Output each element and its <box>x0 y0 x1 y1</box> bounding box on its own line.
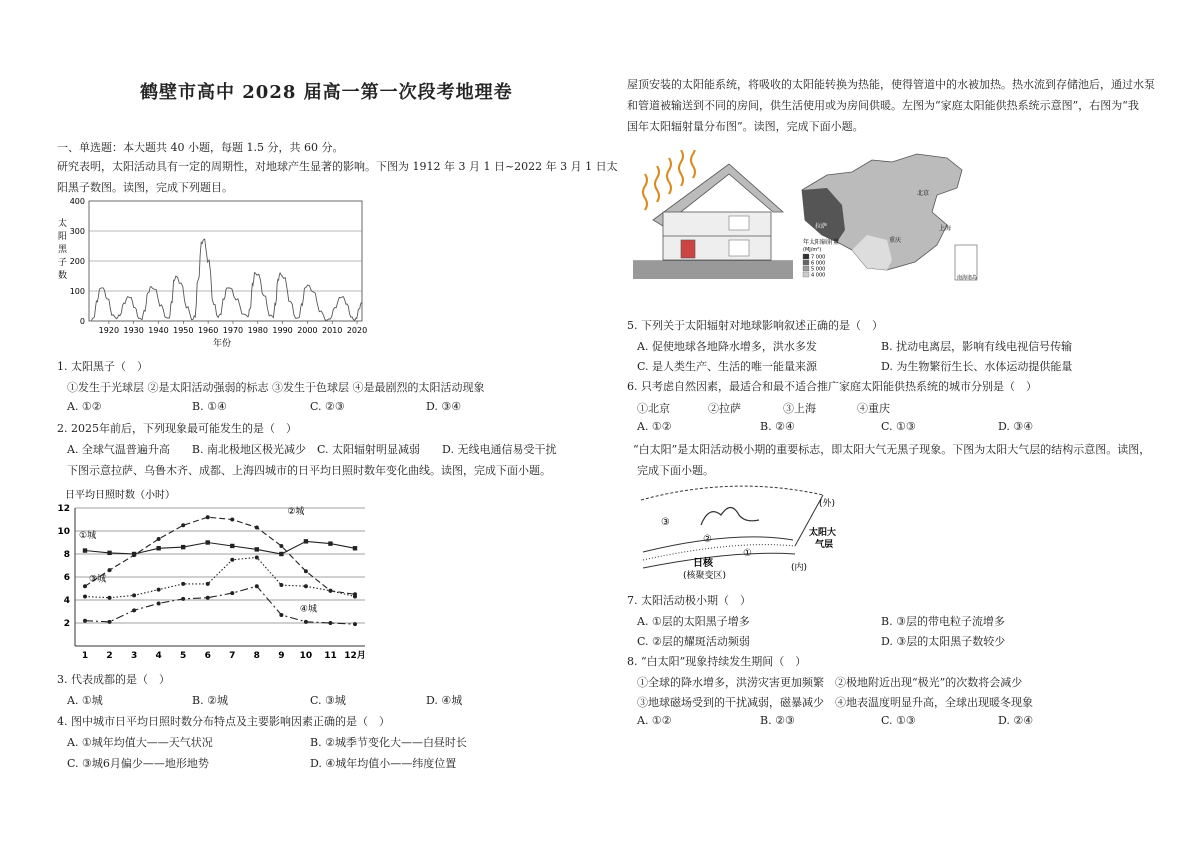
sunshine-xtick: 4 <box>155 651 162 661</box>
question-7: 7. 太阳活动极小期（ ） <box>627 594 751 607</box>
svg-text:南海诸岛: 南海诸岛 <box>957 275 978 281</box>
sunshine-xtick: 11 <box>324 651 337 661</box>
sunspot-xtick: 1980 <box>247 326 268 335</box>
q3-option-a[interactable]: A. ①城 <box>67 694 103 707</box>
svg-text:年太阳辐射量: 年太阳辐射量 <box>803 239 840 246</box>
svg-text:(核聚变区): (核聚变区) <box>683 571 727 580</box>
sunshine-series-label: ①城 <box>79 530 97 541</box>
q4-option-b[interactable]: B. ②城季节变化大——白昼时长 <box>310 736 467 749</box>
sunshine-xtick: 5 <box>180 651 187 661</box>
sunshine-point <box>132 593 136 597</box>
sunshine-point <box>353 595 357 599</box>
sunspot-ytick: 300 <box>69 227 85 236</box>
intro-text: 和管道被输送到不同的房间，供生活使用或为房间供暖。左图为“家庭太阳能供热系统示意图”，右图为“我 <box>627 99 1139 112</box>
legend-value: 4 000 <box>811 272 826 279</box>
q1-option-b[interactable]: B. ①④ <box>192 400 227 413</box>
sunspot-xtick: 1940 <box>148 326 169 335</box>
q2-options[interactable]: A. 全球气温普遍升高 B. 南北极地区极光减少 C. 太阳辐射明显减弱 D. 无线电通信易受干扰 <box>67 443 557 456</box>
svg-text:②: ② <box>703 534 712 545</box>
q8-items: ①全球的降水增多，洪涝灾害更加频繁 ②极地附近出现“极光”的次数将会减少 <box>637 676 1023 689</box>
china-solar-radiation-map <box>797 150 979 282</box>
svg-text:拉萨: 拉萨 <box>815 223 828 230</box>
sunshine-point <box>83 548 87 552</box>
sunspot-chart <box>52 194 372 352</box>
q6-item-4: ④重庆 <box>857 402 890 415</box>
sunspot-ylabel-char: 数 <box>58 271 68 281</box>
sunspot-xtick: 1920 <box>98 326 120 335</box>
sunshine-point <box>181 597 185 601</box>
sunshine-xtick: 9 <box>278 651 285 661</box>
sunshine-point <box>328 589 332 593</box>
sunshine-point <box>108 596 112 600</box>
legend-swatch <box>803 272 809 277</box>
question-8: 8. “白太阳”现象持续发生期间（ ） <box>627 655 807 668</box>
solar-house-illustration <box>633 150 793 280</box>
sunshine-point <box>107 551 111 555</box>
sunshine-series-label: ③城 <box>89 574 107 585</box>
svg-text:北京: 北京 <box>917 190 930 197</box>
intro-text: 国年太阳辐射量分布图”。读图，完成下面小题。 <box>627 120 864 133</box>
sunshine-ytick: 10 <box>57 527 70 537</box>
sunshine-point <box>230 558 234 562</box>
sunspot-ylabel-char: 阳 <box>58 232 68 242</box>
outer-boundary <box>641 486 823 500</box>
sunshine-point <box>132 553 136 557</box>
sunshine-point <box>230 544 234 548</box>
q6-option-b[interactable]: B. ②④ <box>760 420 795 433</box>
sunspot-xtick: 2010 <box>322 326 343 335</box>
intro-text: “白太阳”是太阳活动极小期的重要标志，即太阳大气无黑子现象。下图为太阳大气层的结构示意图。读图， <box>633 443 1151 456</box>
intro-text: 下图示意拉萨、乌鲁木齐、成都、上海四城市的日平均日照时数年变化曲线。读图，完成下面小题。 <box>67 464 551 477</box>
q5-option-d[interactable]: D. 为生物繁衍生长、水体运动提供能量 <box>881 360 1073 373</box>
q8-items: ③地球磁场受到的干扰减弱，磁暴减少 ④地表温度明显升高，全球出现暖冬现象 <box>637 696 1033 709</box>
sunshine-xtick: 7 <box>229 651 236 661</box>
solar-atmosphere-diagram <box>633 480 863 580</box>
sunshine-point <box>279 544 283 548</box>
sunshine-point <box>279 552 283 556</box>
sunshine-point <box>83 595 87 599</box>
legend-swatch <box>803 266 809 271</box>
svg-text:(内): (内) <box>791 563 808 573</box>
layer-label-line: 气层 <box>815 540 834 550</box>
q4-option-c[interactable]: C. ③城6月偏少——地形地势 <box>67 757 209 770</box>
sunshine-point <box>181 545 185 549</box>
sunshine-title: 日平均日照时数（小时） <box>65 490 175 501</box>
q7-option-d[interactable]: D. ③层的太阳黑子数较少 <box>881 635 1006 648</box>
q5-option-c[interactable]: C. 是人类生产、生活的唯一能量来源 <box>637 360 818 373</box>
q5-option-b[interactable]: B. 扰动电离层，影响有线电视信号传输 <box>881 340 1073 353</box>
svg-text:(外): (外) <box>819 499 836 509</box>
sunspot-ylabel-char: 黑 <box>58 245 68 255</box>
legend-value: 5 000 <box>811 266 826 273</box>
sunshine-point <box>304 620 308 624</box>
sunshine-series-label: ②城 <box>287 506 305 517</box>
intro-text: 完成下面小题。 <box>637 464 714 477</box>
sunshine-point <box>255 584 259 588</box>
svg-text:日核: 日核 <box>693 558 713 569</box>
legend-swatch <box>803 254 809 259</box>
sunshine-point <box>304 584 308 588</box>
sunshine-series-label: ④城 <box>299 604 317 615</box>
q8-option-d[interactable]: D. ②④ <box>998 714 1034 727</box>
sunshine-xtick: 1 <box>81 651 89 661</box>
sunshine-xtick: 6 <box>204 651 211 661</box>
sunshine-point <box>181 523 185 527</box>
question-2: 2. 2025年前后，下列现象最可能发生的是（ ） <box>57 422 297 435</box>
sunshine-point <box>255 555 259 559</box>
sunshine-ytick: 12 <box>57 504 70 514</box>
sunshine-point <box>83 619 87 623</box>
sunshine-point <box>304 569 308 573</box>
section-heading: 一、单选题：本大题共 40 小题，每题 1.5 分，共 60 分。 <box>57 141 344 154</box>
sunshine-point <box>83 584 87 588</box>
sunshine-point <box>181 582 185 586</box>
q6-item-3: ③上海 <box>783 402 816 415</box>
sunshine-ytick: 2 <box>63 619 70 629</box>
sunspot-ytick: 100 <box>69 287 85 296</box>
q3-option-d[interactable]: D. ④城 <box>426 694 463 707</box>
sunspot-xtick: 1990 <box>272 326 293 335</box>
question-6: 6. 只考虑自然因素，最适合和最不适合推广家庭太阳能供热系统的城市分别是（ ） <box>627 380 1037 393</box>
q6-option-a[interactable]: A. ①② <box>637 420 672 433</box>
sunshine-xtick: 2 <box>106 651 113 661</box>
sunshine-point <box>132 608 136 612</box>
legend-swatch <box>803 260 809 265</box>
sunspot-xtick: 2000 <box>297 326 318 335</box>
sunshine-chart <box>57 486 377 666</box>
sunshine-point <box>328 541 332 545</box>
q6-item-1: ①北京 <box>637 402 670 415</box>
sunshine-point <box>255 526 259 530</box>
q6-item-2: ②拉萨 <box>708 402 741 415</box>
sunspot-ylabel-char: 太 <box>58 219 68 229</box>
sunspot-ylabel-char: 子 <box>58 258 68 268</box>
svg-text:(MJ/m²): (MJ/m²) <box>803 247 822 253</box>
q1-option-c[interactable]: C. ②③ <box>310 400 345 413</box>
q4-option-d[interactable]: D. ④城年均值小——纬度位置 <box>310 757 457 770</box>
q4-option-a[interactable]: A. ①城年均值大——天气状况 <box>67 736 213 749</box>
svg-text:重庆: 重庆 <box>889 237 902 244</box>
q6-option-d[interactable]: D. ③④ <box>998 420 1034 433</box>
question-4: 4. 图中城市日平均日照时数分布特点及主要影响因素正确的是（ ） <box>57 715 390 728</box>
prominence-icon <box>701 508 759 526</box>
sunspot-xtick: 2020 <box>346 326 368 335</box>
sunshine-point <box>157 601 161 605</box>
sunspot-xtick: 1970 <box>222 326 244 335</box>
q3-option-b[interactable]: B. ②城 <box>192 694 228 707</box>
sunspot-ytick: 0 <box>79 317 85 326</box>
q7-option-c[interactable]: C. ②层的耀斑活动频弱 <box>637 635 750 648</box>
sunshine-point <box>230 591 234 595</box>
sunshine-point <box>206 596 210 600</box>
legend-value: 7 000 <box>811 254 826 261</box>
sunspot-xtick: 1930 <box>123 326 144 335</box>
sunshine-point <box>206 515 210 519</box>
sunshine-ytick: 4 <box>63 596 70 606</box>
sunshine-point <box>157 537 161 541</box>
sunshine-point <box>304 539 308 543</box>
sunshine-point <box>108 568 112 572</box>
sunshine-point <box>279 583 283 587</box>
q7-option-a[interactable]: A. ①层的太阳黑子增多 <box>637 615 750 628</box>
sunshine-point <box>157 588 161 592</box>
question-1-items: ①发生于光球层 ②是太阳活动强弱的标志 ③发生于色球层 ④是最剧烈的太阳活动现象 <box>67 381 485 394</box>
q6-option-c[interactable]: C. ①③ <box>881 420 916 433</box>
layer-label-line: 太阳大 <box>809 528 837 538</box>
sunshine-point <box>230 518 234 522</box>
q1-option-d[interactable]: D. ③④ <box>426 400 462 413</box>
sunshine-point <box>255 547 259 551</box>
water-tank-icon <box>681 240 695 258</box>
svg-text:③: ③ <box>661 517 670 528</box>
sunshine-point <box>353 546 357 550</box>
intro-text: 屋顶安装的太阳能系统，将吸收的太阳能转换为热能，使得管道中的水被加热。热水流到存储池后，通过水泵 <box>627 78 1155 91</box>
q5-option-a[interactable]: A. 促使地球各地降水增多，洪水多发 <box>637 340 817 353</box>
sunshine-ytick: 8 <box>63 550 70 560</box>
q8-option-a[interactable]: A. ①② <box>637 714 672 727</box>
q7-option-b[interactable]: B. ③层的带电粒子流增多 <box>881 615 1005 628</box>
sunshine-ytick: 6 <box>63 573 70 583</box>
legend-value: 6 000 <box>811 260 826 267</box>
sunshine-series-2 <box>85 517 355 594</box>
sunshine-series-1 <box>85 541 355 554</box>
question-5: 5. 下列关于太阳辐射对地球影响叙述正确的是（ ） <box>627 319 883 332</box>
sunshine-point <box>206 540 210 544</box>
sunshine-point <box>328 621 332 625</box>
sunshine-xtick: 8 <box>253 651 260 661</box>
sunshine-point <box>206 582 210 586</box>
page-title: 鹤壁市高中 2028 届高一第一次段考地理卷 <box>140 82 513 103</box>
sunshine-point <box>353 622 357 626</box>
sunspot-series-line <box>92 239 363 320</box>
q8-option-c[interactable]: C. ①③ <box>881 714 916 727</box>
q1-option-a[interactable]: A. ①② <box>67 400 102 413</box>
svg-text:①: ① <box>743 548 752 559</box>
sunspot-xtick: 1950 <box>173 326 194 335</box>
sunshine-xtick: 3 <box>130 651 138 661</box>
question-1: 1. 太阳黑子（ ） <box>57 360 148 373</box>
question-3: 3. 代表成都的是（ ） <box>57 673 170 686</box>
sunshine-xtick: 10 <box>299 651 313 661</box>
sunspot-ytick: 400 <box>69 197 85 206</box>
intro-text: 阳黑子数图。读图，完成下列题目。 <box>57 181 233 194</box>
q3-option-c[interactable]: C. ③城 <box>310 694 346 707</box>
q8-option-b[interactable]: B. ②③ <box>760 714 795 727</box>
sunspot-xlabel: 年份 <box>212 339 232 349</box>
sunshine-series-3 <box>85 557 355 597</box>
sunshine-point <box>156 546 160 550</box>
intro-text: 研究表明，太阳活动具有一定的周期性，对地球产生显著的影响。下图为 1912 年 3 月 1 日~2022 年 3 月 1 日太 <box>57 160 618 173</box>
svg-text:上海: 上海 <box>939 225 952 232</box>
sunspot-ytick: 200 <box>69 257 85 266</box>
sunshine-xtick: 12月 <box>344 651 366 661</box>
sunshine-point <box>108 620 112 624</box>
sunspot-xtick: 1960 <box>197 326 219 335</box>
sunshine-point <box>279 613 283 617</box>
